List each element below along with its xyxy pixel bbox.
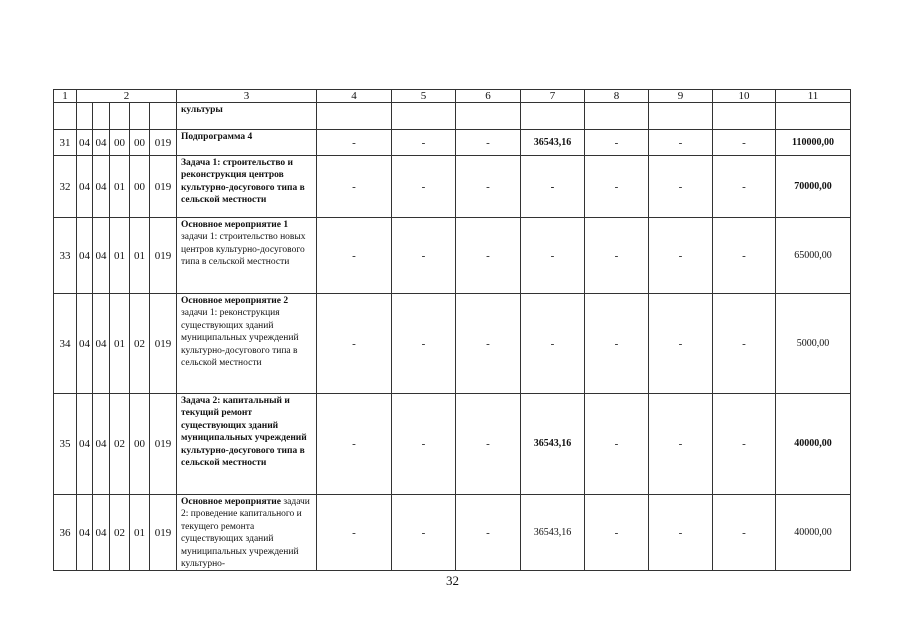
row-number: 32 (54, 156, 77, 218)
cell-col-10: - (713, 294, 776, 394)
cell-col-8: - (585, 130, 649, 156)
cell-col-10: - (713, 130, 776, 156)
row-name (177, 294, 317, 394)
header-col-1: 1 (54, 90, 77, 103)
row-name: Задача 1: строительство и реконструкция центров культурно-досугового типа в сельской местности (177, 156, 317, 218)
row-code: 019 (150, 156, 177, 218)
cell-col-8: - (585, 156, 649, 218)
row-code: 019 (150, 394, 177, 495)
row-code: 04 (93, 130, 110, 156)
cell-col-11: 70000,00 (776, 156, 851, 218)
cell-col-5: - (392, 394, 456, 495)
table-row (54, 218, 851, 294)
row-name-body: задачи 1: строительство новых центров культурно-досугового типа в сельской местности (181, 232, 306, 268)
header-col-7: 7 (521, 90, 585, 103)
cell-col-6: - (456, 130, 521, 156)
cell-col-8: - (585, 394, 649, 495)
cell-col-5: - (392, 294, 456, 394)
table-row (54, 156, 851, 218)
row-code: 04 (93, 294, 110, 394)
header-col-4: 4 (317, 90, 392, 103)
row-code: 00 (110, 130, 130, 156)
row-code: 04 (93, 156, 110, 218)
cell-col-7: - (521, 156, 585, 218)
row-code: 04 (93, 394, 110, 495)
cell-col-7: - (521, 294, 585, 394)
row-number: 33 (54, 218, 77, 294)
cell-col-5: - (392, 130, 456, 156)
row-code: 02 (110, 495, 130, 571)
budget-table (53, 89, 851, 571)
cell-col-4: - (317, 394, 392, 495)
row-code: 02 (130, 294, 150, 394)
cell-col-5: - (392, 156, 456, 218)
row-code: 04 (93, 218, 110, 294)
cell-col-7: 36543,16 (521, 495, 585, 571)
cell-col-5: - (392, 218, 456, 294)
row-code: 01 (130, 495, 150, 571)
cell-col-8: - (585, 294, 649, 394)
header-col-6: 6 (456, 90, 521, 103)
cell-col-6: - (456, 394, 521, 495)
table-row (54, 130, 851, 156)
cell-col-4: - (317, 156, 392, 218)
cell-col-11: 40000,00 (776, 495, 851, 571)
row-code: 01 (110, 156, 130, 218)
page-number: 32 (446, 573, 459, 588)
row-name-heading: Основное мероприятие 2 (181, 296, 289, 306)
row-number: 34 (54, 294, 77, 394)
row-code: 01 (110, 294, 130, 394)
header-col-5: 5 (392, 90, 456, 103)
cell-col-7: - (521, 218, 585, 294)
row-name: Задача 2: капитальный и текущий ремонт существующих зданий муниципальных учреждений культурно-досугового типа в сельской местности (177, 394, 317, 495)
cell-col-5: - (392, 495, 456, 571)
cell-col-7: 36543,16 (521, 394, 585, 495)
cell-col-9: - (649, 218, 713, 294)
cell-col-10: - (713, 156, 776, 218)
header-col-10: 10 (713, 90, 776, 103)
row-code: 04 (77, 294, 93, 394)
row-code: 019 (150, 130, 177, 156)
row-code: 04 (77, 130, 93, 156)
table-row (54, 495, 851, 571)
cell-col-9: - (649, 130, 713, 156)
row-name-heading: Основное мероприятие (181, 497, 282, 507)
cell-col-4: - (317, 294, 392, 394)
cell-col-6: - (456, 218, 521, 294)
row-code: 019 (150, 294, 177, 394)
cell-col-6: - (456, 294, 521, 394)
row-code: 01 (110, 218, 130, 294)
cell-col-10: - (713, 394, 776, 495)
cell-col-6: - (456, 495, 521, 571)
row-name: культуры (177, 103, 317, 130)
row-code: 04 (77, 156, 93, 218)
header-col-9: 9 (649, 90, 713, 103)
header-col-8: 8 (585, 90, 649, 103)
row-code: 01 (130, 218, 150, 294)
cell-col-6: - (456, 156, 521, 218)
row-code: 00 (130, 130, 150, 156)
header-col-3: 3 (177, 90, 317, 103)
header-col-11: 11 (776, 90, 851, 103)
row-number: 31 (54, 130, 77, 156)
cell-col-7: 36543,16 (521, 130, 585, 156)
header-row (54, 90, 851, 103)
row-code: 04 (77, 495, 93, 571)
row-name-body: задачи 1: реконструкция существующих зданий муниципальных учреждений культурно-досугового типа в сельской местности (181, 308, 299, 369)
row-code: 04 (93, 495, 110, 571)
row-code: 019 (150, 218, 177, 294)
row-name (177, 218, 317, 294)
cell-col-9: - (649, 394, 713, 495)
cell-col-8: - (585, 495, 649, 571)
row-code: 02 (110, 394, 130, 495)
row-code: 04 (77, 394, 93, 495)
cell-col-10: - (713, 218, 776, 294)
cell-col-4: - (317, 130, 392, 156)
cell-col-11: 5000,00 (776, 294, 851, 394)
cell-col-4: - (317, 218, 392, 294)
row-number: 36 (54, 495, 77, 571)
cell-col-9: - (649, 294, 713, 394)
cell-col-11: 65000,00 (776, 218, 851, 294)
table-row (54, 394, 851, 495)
row-code: 00 (130, 394, 150, 495)
header-col-2: 2 (77, 90, 177, 103)
cell-col-4: - (317, 495, 392, 571)
row-code: 019 (150, 495, 177, 571)
row-name-body: задачи 2: проведение капитального и текущего ремонта существующих зданий муниципальных учреждений культурно- (181, 497, 310, 570)
row-code: 00 (130, 156, 150, 218)
row-name: Подпрограмма 4 (177, 130, 317, 156)
row-name-heading: Основное мероприятие 1 (181, 220, 289, 230)
cell-col-11: 40000,00 (776, 394, 851, 495)
row-name (177, 495, 317, 571)
row-code: 04 (77, 218, 93, 294)
cell-col-11: 110000,00 (776, 130, 851, 156)
row-number: 35 (54, 394, 77, 495)
cell-col-8: - (585, 218, 649, 294)
cell-col-10: - (713, 495, 776, 571)
cell-col-9: - (649, 156, 713, 218)
cell-col-9: - (649, 495, 713, 571)
table-row (54, 294, 851, 394)
table-row-continuation (54, 103, 851, 130)
